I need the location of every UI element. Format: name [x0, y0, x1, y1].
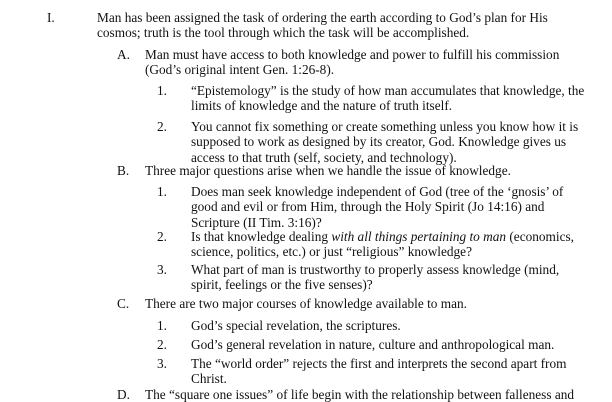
- text-line: Christ.: [191, 371, 227, 387]
- outline-marker: A.: [117, 47, 130, 62]
- text-segment: (economics,: [506, 229, 574, 244]
- text-line: Does man seek knowledge independent of God (tree of the ‘gnosis’ of: [191, 184, 564, 199]
- outline-marker: 3.: [157, 262, 167, 277]
- text-line: The “square one issues” of life begin with the relationship between falleness and: [145, 387, 575, 402]
- text-line: spirit, feelings or the five senses)?: [191, 277, 373, 293]
- outline-text: [191, 356, 566, 387]
- outline-text: [191, 119, 578, 165]
- outline-text: [191, 318, 401, 333]
- text-line: God’s special revelation, the scriptures.: [191, 318, 401, 333]
- outline-item-b-1: [157, 184, 563, 230]
- outline-item-c: [117, 296, 467, 311]
- text-line: (God’s original intent Gen. 1:26-8).: [145, 62, 335, 78]
- outline-marker: C.: [117, 296, 130, 311]
- text-line: limits of knowledge and the nature of truth itself.: [191, 98, 453, 114]
- outline-text: [97, 10, 548, 41]
- text-line: What part of man is trustworthy to properly assess knowledge (mind,: [191, 262, 560, 277]
- text-line: supposed to work as designed by its creator, God. Knowledge gives us: [191, 134, 567, 150]
- text-line: good and evil or from Him, through the Holy Spirit (Jo 14:16) and: [191, 199, 545, 215]
- text-segment: Is that knowledge dealing: [191, 229, 332, 244]
- outline-text: [191, 184, 563, 230]
- outline-item-b: [117, 163, 511, 178]
- outline-item-c-1: [157, 318, 401, 333]
- text-line: science, politics, etc.) or just “religious” knowledge?: [191, 244, 472, 260]
- outline-item-a-1: [157, 83, 584, 114]
- outline-item-b-2: [157, 229, 574, 260]
- text-line: cosmos; truth is the tool through which the task will be accomplished.: [97, 25, 470, 41]
- text-line: Man has been assigned the task of ordering the earth according to God’s plan for His: [97, 10, 548, 25]
- outline-text: [145, 47, 559, 78]
- text-line: You cannot fix something or create something unless you know how it is: [191, 119, 579, 134]
- outline-item-b-3: [157, 262, 559, 293]
- text-line: There are two major courses of knowledge available to man.: [145, 296, 467, 311]
- text-line: access to that truth (self, society, and technology).: [191, 149, 457, 165]
- outline-marker: D.: [117, 387, 130, 402]
- outline-item-c-2: [157, 337, 554, 352]
- outline-marker: 1.: [157, 184, 167, 199]
- outline-text: [191, 337, 554, 352]
- text-line: Man must have access to both knowledge and power to fulfill his commission: [145, 47, 560, 62]
- text-line: Three major questions arise when we handle the issue of knowledge.: [145, 163, 511, 178]
- outline-marker: 2.: [157, 119, 167, 134]
- outline-item-c-3: [157, 356, 566, 387]
- outline-marker: 2.: [157, 229, 167, 244]
- text-line: Scripture (II Tim. 3:16)?: [191, 214, 322, 230]
- outline-marker: B.: [117, 163, 130, 178]
- text-line: The “world order” rejects the first and interprets the second apart from: [191, 356, 567, 371]
- text-line: “Epistemology” is the study of how man accumulates that knowledge, the: [191, 83, 585, 98]
- outline-section-i: [47, 10, 548, 41]
- outline-item-a-2: [157, 119, 578, 165]
- text-line: [191, 229, 574, 244]
- outline-text: [145, 296, 467, 311]
- outline-marker: 1.: [157, 318, 167, 333]
- outline-text: [191, 229, 574, 260]
- outline-marker: 2.: [157, 337, 167, 352]
- outline-text: [145, 163, 511, 178]
- outline-item-a: [117, 47, 559, 78]
- emphasis-text: with all things pertaining to man: [331, 229, 507, 244]
- outline-marker: I.: [47, 10, 55, 25]
- text-line: God’s general revelation in nature, culture and anthropological man.: [191, 337, 555, 352]
- outline-text: [191, 262, 559, 293]
- outline-marker: 3.: [157, 356, 167, 371]
- outline-marker: 1.: [157, 83, 167, 98]
- outline-text: [191, 83, 584, 114]
